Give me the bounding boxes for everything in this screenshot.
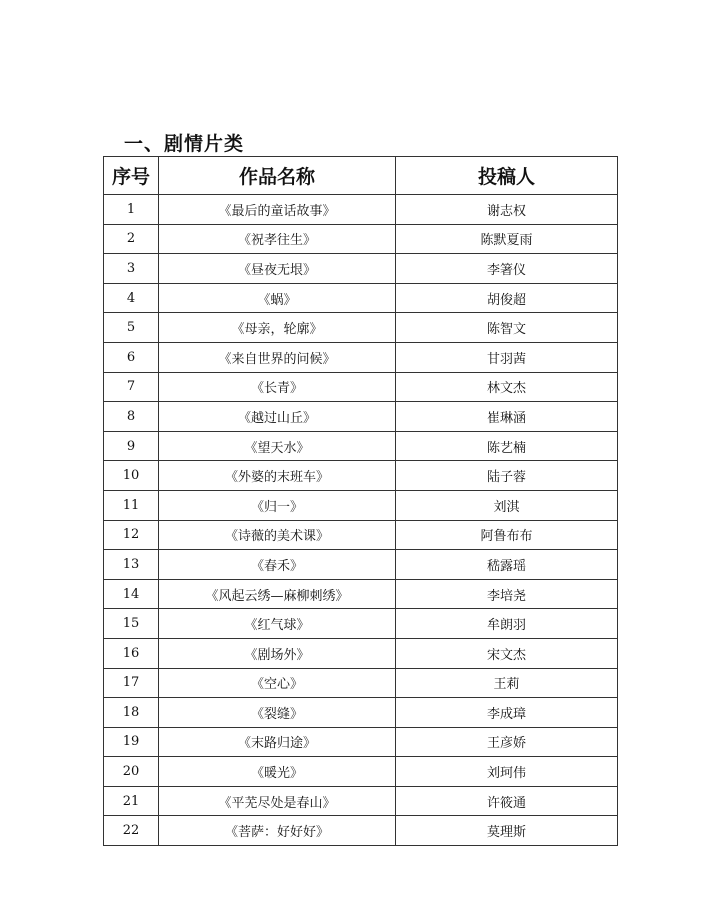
table-row bbox=[104, 727, 618, 757]
row-submitter: 刘珂伟 bbox=[396, 757, 618, 787]
row-submitter: 陆子蓉 bbox=[396, 461, 618, 491]
row-work-title: 《诗薇的美术课》 bbox=[159, 520, 396, 550]
row-work-title: 《菩萨：好好好》 bbox=[159, 816, 396, 846]
header-submitter: 投稿人 bbox=[396, 157, 618, 195]
row-index: 4 bbox=[104, 283, 159, 313]
table-row bbox=[104, 372, 618, 402]
row-work-title: 《裂缝》 bbox=[159, 698, 396, 728]
row-index: 15 bbox=[104, 609, 159, 639]
row-work-title: 《来自世界的问候》 bbox=[159, 342, 396, 372]
table-row bbox=[104, 579, 618, 609]
row-work-title: 《暖光》 bbox=[159, 757, 396, 787]
row-work-title: 《最后的童话故事》 bbox=[159, 195, 396, 225]
row-index: 12 bbox=[104, 520, 159, 550]
row-work-title: 《剧场外》 bbox=[159, 638, 396, 668]
table-row bbox=[104, 195, 618, 225]
table-row bbox=[104, 520, 618, 550]
row-work-title: 《母亲，轮廓》 bbox=[159, 313, 396, 343]
row-work-title: 《末路归途》 bbox=[159, 727, 396, 757]
row-submitter: 许筱通 bbox=[396, 786, 618, 816]
row-index: 14 bbox=[104, 579, 159, 609]
table-row bbox=[104, 283, 618, 313]
table-row bbox=[104, 254, 618, 284]
row-submitter: 牟朗羽 bbox=[396, 609, 618, 639]
row-submitter: 林文杰 bbox=[396, 372, 618, 402]
row-index: 18 bbox=[104, 698, 159, 728]
header-work-title: 作品名称 bbox=[159, 157, 396, 195]
submissions-table bbox=[103, 156, 618, 846]
row-submitter: 陈智文 bbox=[396, 313, 618, 343]
row-submitter: 陈默夏雨 bbox=[396, 224, 618, 254]
table-row bbox=[104, 816, 618, 846]
table-row bbox=[104, 402, 618, 432]
row-work-title: 《昼夜无垠》 bbox=[159, 254, 396, 284]
table-row bbox=[104, 431, 618, 461]
row-work-title: 《祝孝往生》 bbox=[159, 224, 396, 254]
row-work-title: 《越过山丘》 bbox=[159, 402, 396, 432]
table-row bbox=[104, 786, 618, 816]
row-index: 19 bbox=[104, 727, 159, 757]
table-header-row bbox=[104, 157, 618, 195]
row-submitter: 崔琳涵 bbox=[396, 402, 618, 432]
row-index: 8 bbox=[104, 402, 159, 432]
row-work-title: 《归一》 bbox=[159, 490, 396, 520]
row-submitter: 李成璋 bbox=[396, 698, 618, 728]
row-work-title: 《春禾》 bbox=[159, 550, 396, 580]
row-index: 21 bbox=[104, 786, 159, 816]
table-row bbox=[104, 461, 618, 491]
row-submitter: 阿鲁布布 bbox=[396, 520, 618, 550]
row-index: 7 bbox=[104, 372, 159, 402]
header-index: 序号 bbox=[104, 157, 159, 195]
row-work-title: 《平芜尽处是春山》 bbox=[159, 786, 396, 816]
row-index: 17 bbox=[104, 668, 159, 698]
row-index: 1 bbox=[104, 195, 159, 225]
row-index: 13 bbox=[104, 550, 159, 580]
row-submitter: 王彦娇 bbox=[396, 727, 618, 757]
table-row bbox=[104, 698, 618, 728]
row-index: 3 bbox=[104, 254, 159, 284]
row-submitter: 宋文杰 bbox=[396, 638, 618, 668]
row-index: 16 bbox=[104, 638, 159, 668]
row-work-title: 《蜗》 bbox=[159, 283, 396, 313]
row-index: 10 bbox=[104, 461, 159, 491]
row-work-title: 《空心》 bbox=[159, 668, 396, 698]
row-work-title: 《风起云绣—麻柳刺绣》 bbox=[159, 579, 396, 609]
table-row bbox=[104, 313, 618, 343]
row-submitter: 李箸仪 bbox=[396, 254, 618, 284]
table-row bbox=[104, 609, 618, 639]
row-work-title: 《长青》 bbox=[159, 372, 396, 402]
row-index: 22 bbox=[104, 816, 159, 846]
table-row bbox=[104, 342, 618, 372]
row-submitter: 甘羽茜 bbox=[396, 342, 618, 372]
table-row bbox=[104, 757, 618, 787]
row-work-title: 《望天水》 bbox=[159, 431, 396, 461]
table-row bbox=[104, 638, 618, 668]
row-index: 20 bbox=[104, 757, 159, 787]
section-title: 一、剧情片类 bbox=[124, 133, 245, 155]
row-index: 2 bbox=[104, 224, 159, 254]
row-index: 9 bbox=[104, 431, 159, 461]
row-submitter: 刘淇 bbox=[396, 490, 618, 520]
row-index: 6 bbox=[104, 342, 159, 372]
row-submitter: 胡俊超 bbox=[396, 283, 618, 313]
row-submitter: 王莉 bbox=[396, 668, 618, 698]
table-row bbox=[104, 224, 618, 254]
row-submitter: 莫理斯 bbox=[396, 816, 618, 846]
table-row bbox=[104, 490, 618, 520]
row-index: 5 bbox=[104, 313, 159, 343]
row-work-title: 《外婆的末班车》 bbox=[159, 461, 396, 491]
row-submitter: 李培尧 bbox=[396, 579, 618, 609]
row-index: 11 bbox=[104, 490, 159, 520]
table-row bbox=[104, 668, 618, 698]
row-submitter: 谢志权 bbox=[396, 195, 618, 225]
row-work-title: 《红气球》 bbox=[159, 609, 396, 639]
row-submitter: 嵇露瑶 bbox=[396, 550, 618, 580]
table-row bbox=[104, 550, 618, 580]
row-submitter: 陈艺楠 bbox=[396, 431, 618, 461]
